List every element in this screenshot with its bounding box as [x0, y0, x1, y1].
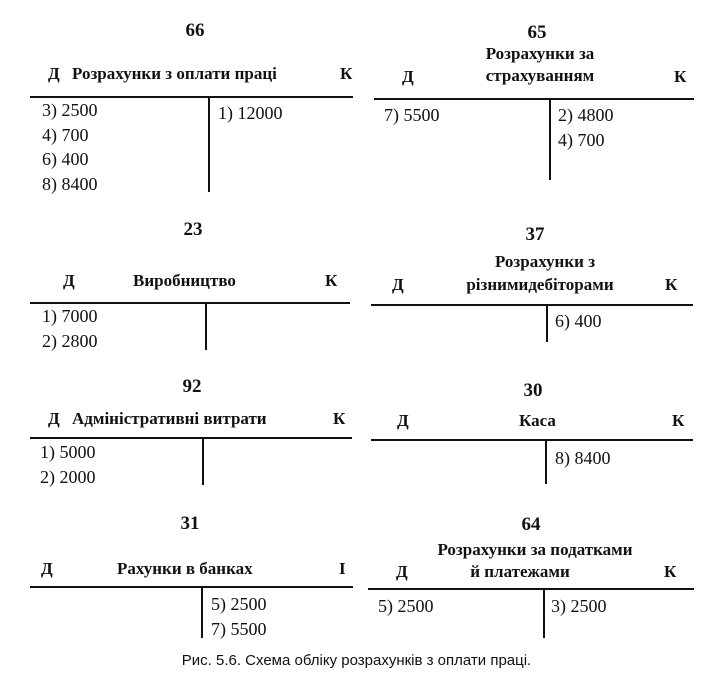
credit-label: К	[664, 562, 677, 581]
entry: 7) 5500	[211, 618, 267, 639]
account-number: 31	[180, 513, 200, 534]
figure-caption: Рис. 5.6. Схема обліку розрахунків з оплати праці.	[181, 652, 532, 669]
t-account-horizontal-line	[374, 98, 694, 100]
account-name: Виробництво	[133, 271, 236, 290]
account-name: Адміністративні витрати	[72, 409, 267, 428]
entry: 2) 2800	[42, 330, 98, 351]
debit-label: Д	[392, 275, 404, 294]
account-name: Розрахунки з оплати праці	[72, 64, 277, 83]
account-number: 37	[525, 224, 545, 245]
credit-label: К	[333, 409, 346, 428]
debit-label: Д	[396, 562, 408, 581]
account-number: 66	[185, 20, 205, 41]
credit-label: К	[665, 275, 678, 294]
account-name-line1: Розрахунки за	[485, 44, 595, 63]
entry: 7) 5500	[384, 105, 440, 125]
account-name-line2: різнимидебіторами	[466, 275, 614, 294]
entry: 5) 2500	[211, 594, 267, 614]
entry: 3) 2500	[551, 596, 607, 616]
debit-label: Д	[397, 411, 409, 430]
entry: 4) 700	[558, 129, 605, 150]
credit-label: К	[340, 64, 353, 83]
credit-entries	[211, 592, 267, 641]
t-account-vertical-line	[208, 96, 210, 192]
account-name-line2: й платежами	[470, 562, 570, 581]
debit-entries	[378, 594, 434, 619]
account-name: Каса	[519, 411, 556, 430]
t-account-horizontal-line	[30, 586, 353, 588]
entry: 8) 8400	[42, 173, 98, 194]
entry: 6) 400	[42, 149, 89, 169]
entry: 2) 2000	[40, 466, 96, 487]
debit-label: Д	[63, 271, 75, 290]
credit-entries	[555, 446, 611, 471]
account-number: 65	[527, 22, 547, 43]
t-account-vertical-line	[549, 98, 551, 180]
credit-label: К	[325, 271, 338, 290]
t-account-vertical-line	[546, 304, 548, 342]
entry: 4) 700	[42, 124, 89, 145]
account-number: 23	[183, 219, 203, 240]
account-name-line1: Розрахунки з	[494, 252, 596, 271]
t-account-horizontal-line	[368, 588, 694, 590]
t-account-horizontal-line	[371, 304, 693, 306]
credit-entries	[218, 101, 283, 126]
debit-label: Д	[41, 559, 53, 578]
credit-entries	[558, 103, 614, 152]
entry: 8) 8400	[555, 448, 611, 468]
credit-entries	[551, 594, 607, 619]
credit-label: К	[672, 411, 685, 430]
account-name-line1: Розрахунки за податками	[437, 540, 633, 559]
credit-label: К	[674, 67, 687, 86]
account-name-line2: страхуванням	[485, 66, 595, 85]
debit-entries	[42, 98, 98, 196]
t-account-vertical-line	[202, 437, 204, 485]
debit-label: Д	[402, 67, 414, 86]
entry: 6) 400	[555, 311, 602, 331]
debit-label: Д	[48, 64, 60, 83]
t-account-vertical-line	[201, 586, 203, 638]
debit-entries	[42, 304, 98, 353]
credit-label: І	[339, 559, 346, 578]
t-account-horizontal-line	[371, 439, 693, 441]
account-number: 30	[523, 380, 543, 401]
t-account-vertical-line	[545, 439, 547, 484]
debit-entries	[40, 440, 96, 489]
t-account-horizontal-line	[30, 437, 352, 439]
debit-label: Д	[48, 409, 60, 428]
account-number: 92	[182, 376, 202, 397]
account-name: Рахунки в банках	[117, 559, 253, 578]
credit-entries	[555, 309, 602, 334]
entry: 5) 2500	[378, 596, 434, 616]
account-number: 64	[521, 514, 541, 535]
debit-entries	[384, 103, 440, 128]
t-account-vertical-line	[205, 302, 207, 350]
t-account-vertical-line	[543, 588, 545, 638]
entry: 3) 2500	[42, 100, 98, 120]
entry: 1) 7000	[42, 306, 98, 326]
entry: 1) 12000	[218, 103, 283, 123]
entry: 2) 4800	[558, 105, 614, 125]
entry: 1) 5000	[40, 442, 96, 462]
